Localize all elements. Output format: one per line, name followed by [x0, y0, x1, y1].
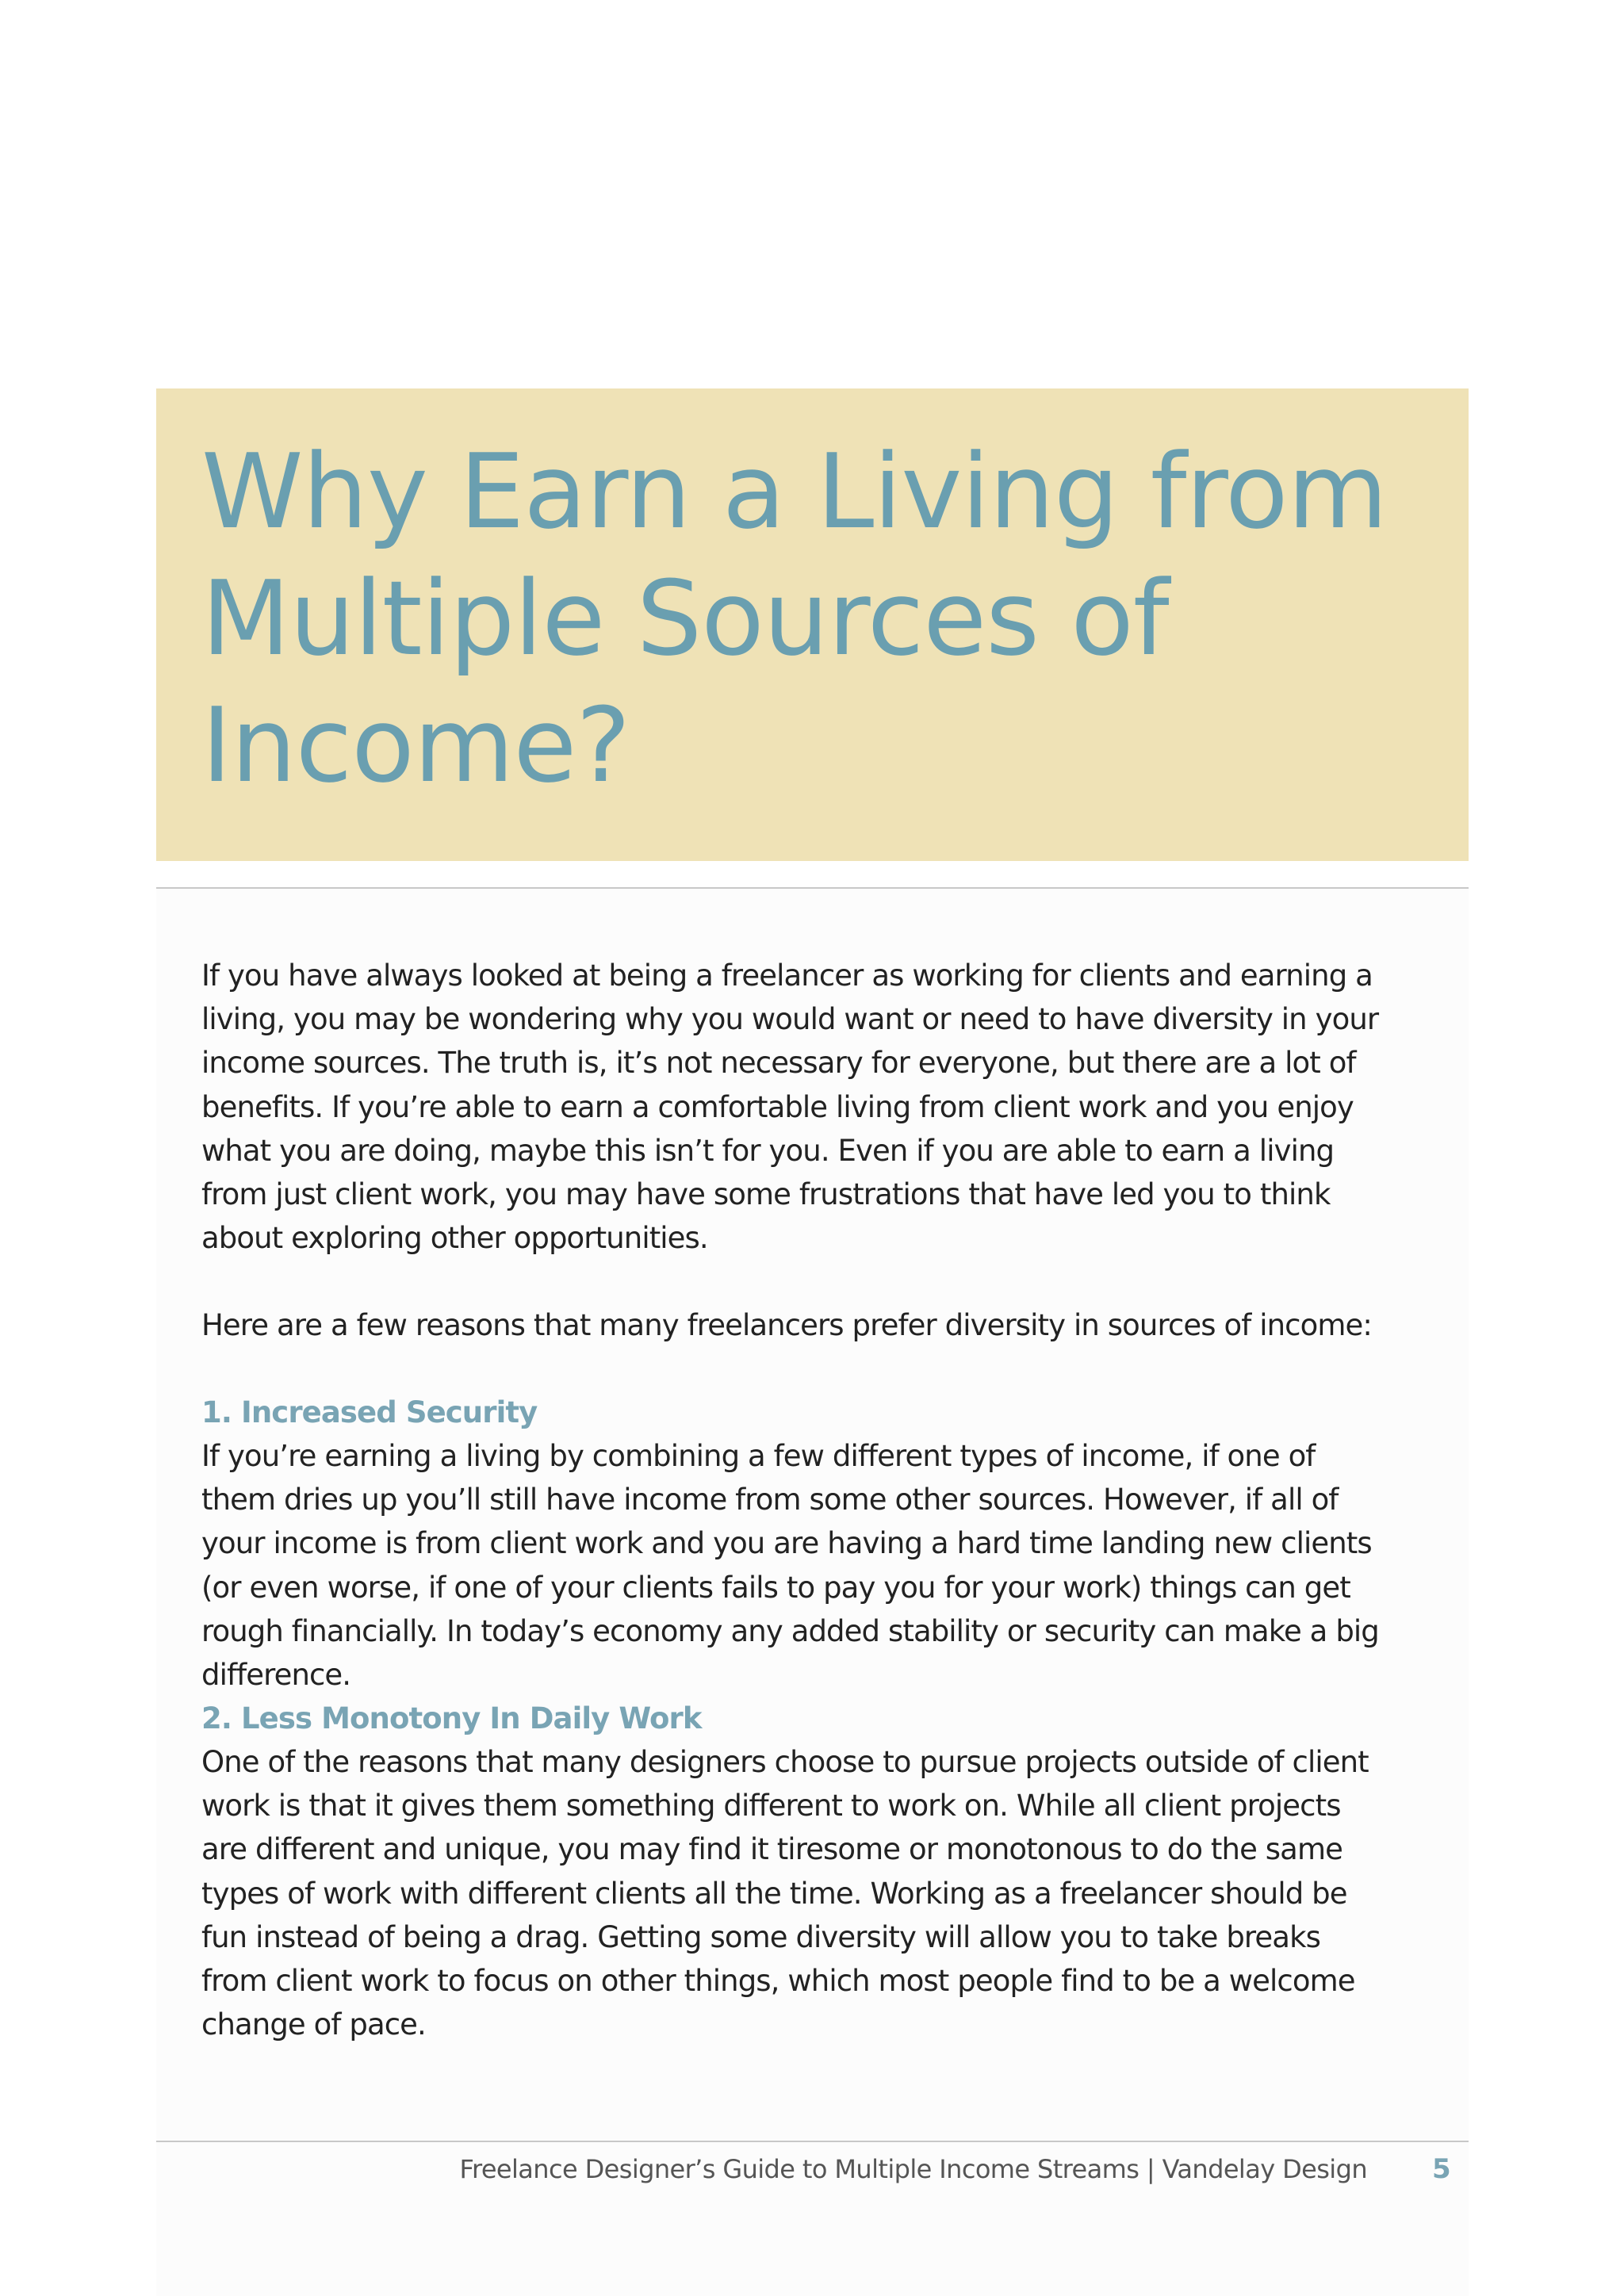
title-divider — [156, 887, 1469, 889]
page-number: 5 — [1432, 2153, 1451, 2185]
section-body-security: If you’re earning a living by combining a few different types of income, if one of them dries up you’ll still have income from some other sources. However, if all of your income is from client work and you are having a hard time landing new clients (or even worse, if one of your clients fails to pay you for your work) things can get rough financially. In today’s economy any added stability or security can make a big difference. — [201, 1439, 1379, 1693]
footer-title: Freelance Designer’s Guide to Multiple Income Streams | Vandelay Design — [459, 2154, 1367, 2184]
intro-paragraph: If you have always looked at being a freelancer as working for clients and earning a living, you may be wondering why you would want or need to have diversity in your income sources. The truth is, it’s not necessary for everyone, but there are a lot of benefits. If you’re able to earn a comfortable living from client work and you enjoy what you are doing, maybe this isn’t for you. Even if you are able to earn a living from just client work, you may have some frustrations that have led you to think about exploring other opportunities. — [201, 959, 1379, 1256]
section-heading-monotony: 2. Less Monotony In Daily Work — [201, 1701, 702, 1735]
footer-divider — [156, 2141, 1469, 2142]
lead-in-paragraph: Here are a few reasons that many freelancers prefer diversity in sources of income: — [201, 1308, 1372, 1342]
section-heading-security: 1. Increased Security — [201, 1395, 538, 1429]
page-title: Why Earn a Living from Multiple Sources of Income? — [201, 431, 1388, 806]
section-body-monotony: One of the reasons that many designers choose to pursue projects outside of client work is that it gives them something different to work on. While all client projects are different and unique, you may find it tiresome or monotonous to do the same types of work with different clients all the time. Working as a freelancer should be fun instead of being a drag. Getting some diversity will allow you to take breaks from client work to focus on other things, which most people find to be a welcome change of pace. — [201, 1745, 1369, 2042]
